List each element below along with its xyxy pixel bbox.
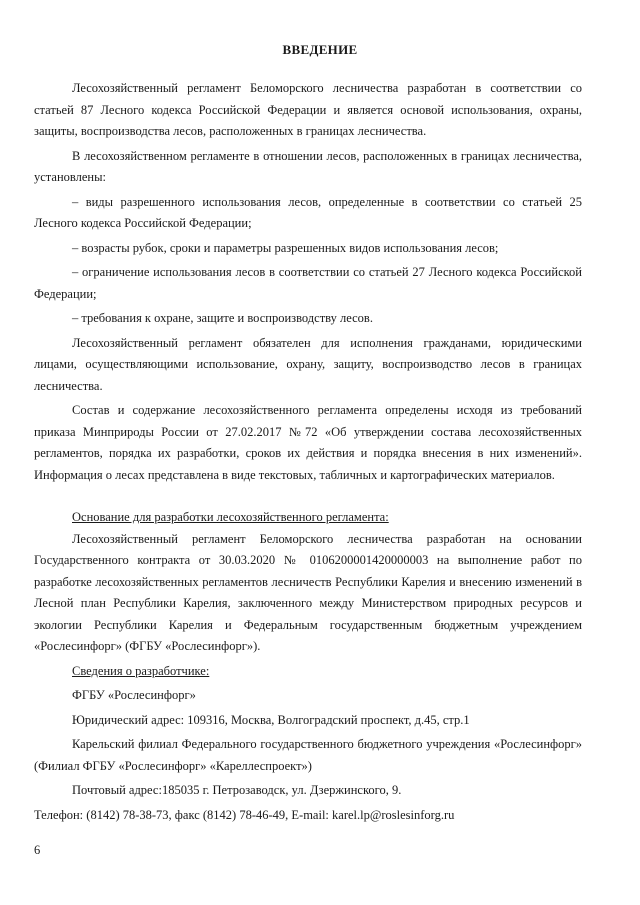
postal-address: Почтовый адрес:185035 г. Петрозаводск, ул. Дзержинского, 9. — [72, 783, 402, 797]
list-item-protection-requirements: – требования к охране, защите и воспроизводству лесов. — [72, 311, 373, 325]
legal-address: Юридический адрес: 109316, Москва, Волгоградский проспект, д.45, стр.1 — [72, 712, 470, 727]
branch-paragraph: Карельский филиал Федерального государственного бюджетного учреждения «Рослесинфорг» (Филиал ФГБУ «Рослесинфорг» «Кареллеспроект») — [34, 737, 582, 773]
basis-paragraph: Лесохозяйственный регламент Беломорского лесничества разработан на основании Государственного контракта от 30.03.2020 № 0106200001420000003 на выполнение работ по разработке лесохозяйственных регламентов лесничеств Республики Карелия и внесению изменений в Лесной план Республики Карелия, заключенного между Министерством природных ресурсов и экологии Республики Карелия и Федеральным государственным бюджетным учреждением «Рослесинфорг» (ФГБУ «Рослесинфорг»). — [34, 531, 582, 653]
contact-line: Телефон: (8142) 78-38-73, факс (8142) 78-46-49, E-mail: karel.lp@roslesinforg.ru — [34, 807, 455, 822]
list-item-usage-types: – виды разрешенного использования лесов, определенные в соответствии со статьей 25 Лесного кодекса Российской Федерации; — [34, 194, 582, 230]
developer-heading: Сведения о разработчике: — [72, 663, 210, 678]
composition-paragraph: Состав и содержание лесохозяйственного регламента определены исходя из требований приказа Минприроды России от 27.02.2017 №72 «Об утверждении состава лесохозяйственных регламентов, порядка их разработки, сроков их действия и порядка внесения в них изменений». Информация о лесах представлена в виде текстовых, табличных и картографических материалов. — [34, 403, 582, 482]
page-number: 6 — [34, 843, 41, 857]
list-item-usage-restrictions: – ограничение использования лесов в соответствии со статьей 27 Лесного кодекса Российской Федерации; — [34, 265, 582, 301]
established-list-intro: В лесохозяйственном регламенте в отношении лесов, расположенных в границах лесничества, установлены: — [34, 148, 582, 184]
intro-paragraph: Лесохозяйственный регламент Беломорского лесничества разработан в соответствии со статьей 87 Лесного кодекса Российской Федерации и является основой использования, охраны, защиты, воспроизводства лесов, расположенных в границах лесничества. — [34, 81, 582, 138]
page-title: ВВЕДЕНИЕ — [282, 42, 358, 57]
list-item-felling-ages: – возрасты рубок, сроки и параметры разрешенных видов использования лесов; — [72, 240, 499, 255]
document-body — [34, 78, 582, 826]
developer-name: ФГБУ «Рослесинфорг» — [72, 688, 196, 702]
basis-heading: Основание для разработки лесохозяйственного регламента: — [72, 510, 389, 524]
mandatory-paragraph: Лесохозяйственный регламент обязателен для исполнения гражданами, юридическими лицами, осуществляющими использование, охрану, защиту, воспроизводство лесов в границах лесничества. — [34, 335, 582, 393]
